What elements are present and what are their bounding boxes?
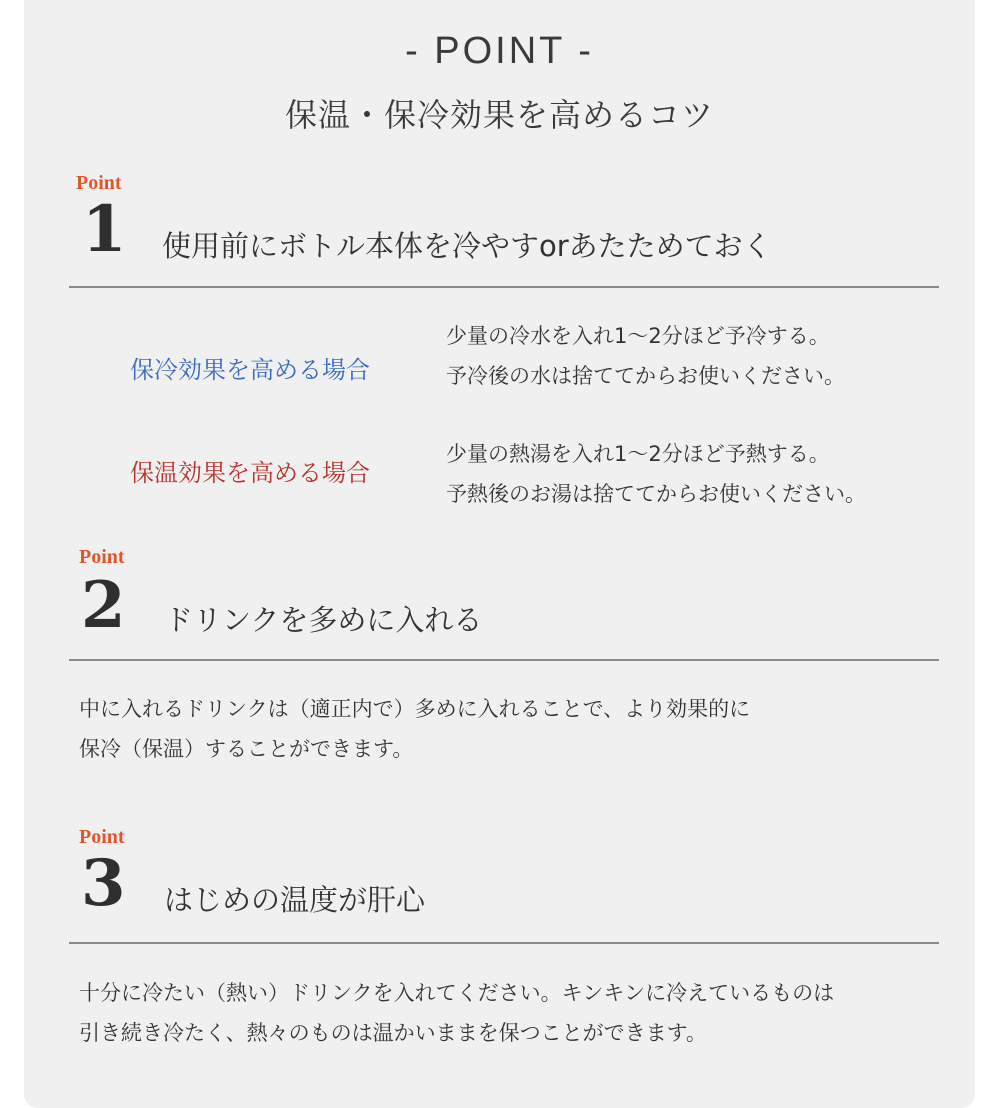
cold-case-label: 保冷効果を高める場合	[130, 356, 370, 384]
point-heading: ドリンクを多めに入れる	[164, 603, 483, 637]
hot-case-label: 保温効果を高める場合	[130, 459, 370, 487]
point-number: 3	[81, 846, 126, 921]
text-line: 十分に冷たい（熱い）ドリンクを入れてください。キンキンに冷えているものは	[79, 981, 835, 1005]
point-number: 2	[81, 568, 126, 643]
text-line: 予熱後のお湯は捨ててからお使いください。	[446, 482, 866, 506]
text-line: 少量の熱湯を入れ1〜2分ほど予熱する。	[446, 442, 830, 466]
section-title-en: - POINT -	[405, 30, 594, 72]
cold-case-text	[446, 316, 845, 396]
point-label: Point	[76, 172, 122, 194]
text-line: 少量の冷水を入れ1〜2分ほど予冷する。	[446, 324, 830, 348]
point-number: 1	[82, 192, 127, 267]
point-label: Point	[79, 546, 125, 568]
text-line: 引き続き冷たく、熱々のものは温かいままを保つことができます。	[79, 1021, 707, 1045]
text-line: 中に入れるドリンクは（適正内で）多めに入れることで、より効果的に	[79, 697, 751, 721]
divider	[69, 286, 939, 288]
point-body	[79, 973, 834, 1053]
point-label: Point	[79, 826, 125, 848]
divider	[69, 659, 939, 661]
point-body	[79, 689, 750, 769]
text-line: 保冷（保温）することができます。	[79, 737, 414, 761]
text-line: 予冷後の水は捨ててからお使いください。	[446, 364, 845, 388]
section-title-ja: 保温・保冷効果を高めるコツ	[284, 96, 714, 134]
point-heading: 使用前にボトル本体を冷やすorあたためておく	[162, 229, 772, 263]
point-heading: はじめの温度が肝心	[164, 883, 426, 917]
tips-panel	[24, 0, 975, 1108]
hot-case-text	[446, 434, 866, 514]
divider	[69, 942, 939, 944]
